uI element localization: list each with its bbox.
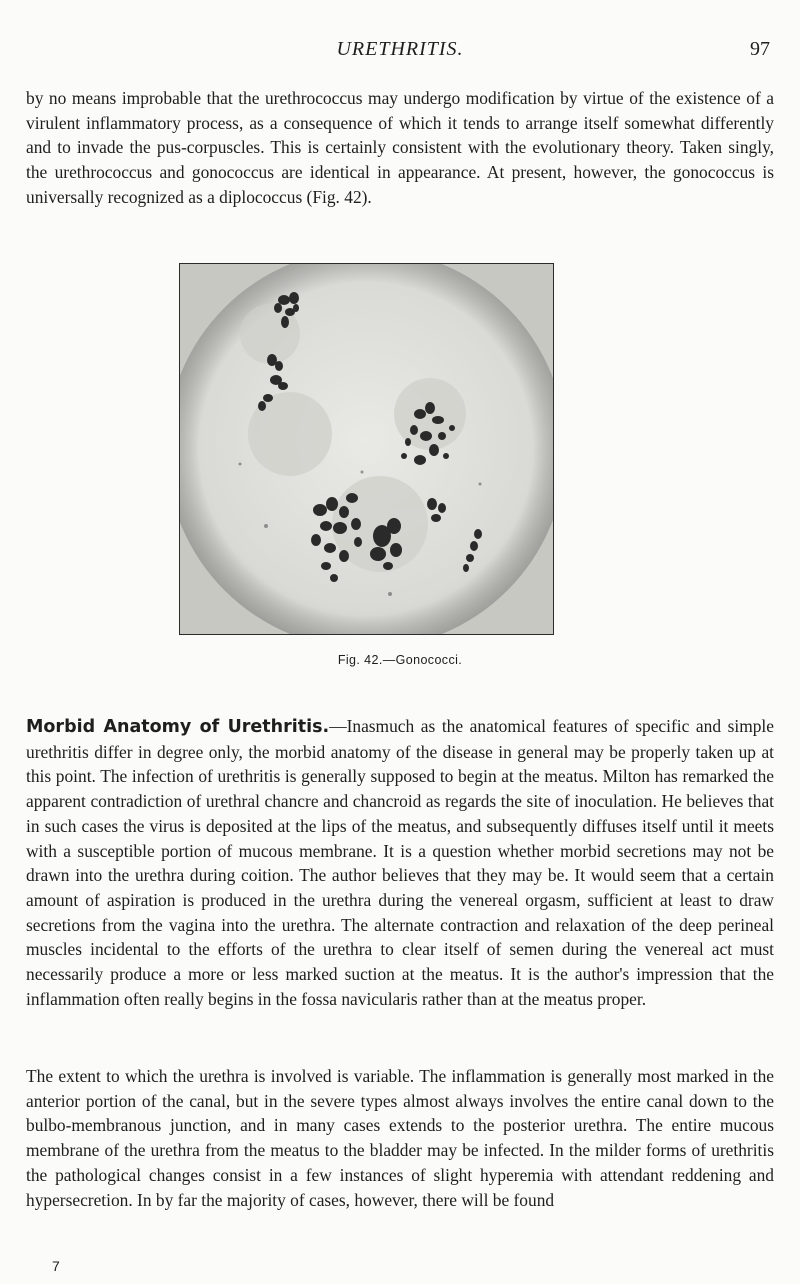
micrograph-image [180,264,553,634]
running-title: URETHRITIS. [336,38,464,60]
paragraph-1: by no means improbable that the urethrococcus may undergo modification by virtue of the existence of a virulent inflammatory process, as a consequence of which it tends to arrange itself somewhat differently and to invade the pus-corpuscles. This is certainly consistent with the evolutionary theory. Taken singly, the urethrococcus and gonococcus are identical in appearance. At present, however, the gonococcus is universally recognized as a diplococcus (Fig. 42). [26,88,774,207]
paragraph-3: The extent to which the urethra is involved is variable. The inflammation is generally most marked in the anterior portion of the canal, but in the severe types almost always involves the entire canal down to the bulbo-membranous junction, and in many cases extends to the posterior urethra. The entire mucous membrane of the urethra from the meatus to the bladder may be infected. In the milder forms of urethritis the pathological changes consist in a few instances of slight hyperemia with attendant reddening and hypersecretion. In by far the majority of cases, however, there will be found [26,1066,774,1210]
figure-caption: Fig. 42.—Gonococci. [337,653,463,667]
section-heading: Morbid Anatomy of Urethritis. [26,717,330,737]
signature-mark: 7 [52,1258,60,1274]
figure-gonococci-micrograph [179,263,554,635]
page-number: 97 [750,38,770,60]
paragraph-2 [26,714,774,1011]
running-head [0,36,800,66]
paragraph-2-text: —Inasmuch as the anatomical features of specific and simple urethritis differ in degree only, the morbid anatomy of the disease in general may be properly taken up at this point. The infection of urethritis is generally supposed to begin at the meatus. Milton has remarked the apparent contradiction of urethral chancre and chancroid as regards the site of inoculation. He believes that in such cases the virus is deposited at the lips of the meatus, and subsequently diffuses itself until it meets with a susceptible portion of mucous membrane. It is a question whether morbid secretions may not be drawn into the urethra during coition. The author believes that they may be. It would seem that a certain amount of aspiration is produced in the urethra during the venereal orgasm, sufficient at least to draw secretions from the vagina into the urethra. The alternate contraction and relaxation of the deep perineal muscles incidental to the efforts of the urethra to clear itself of semen during the venereal act must necessarily produce a more or less marked suction at the meatus. It is the author's impression that the inflammation often really begins in the fossa navicularis rather than at the meatus proper. [26,716,774,1009]
